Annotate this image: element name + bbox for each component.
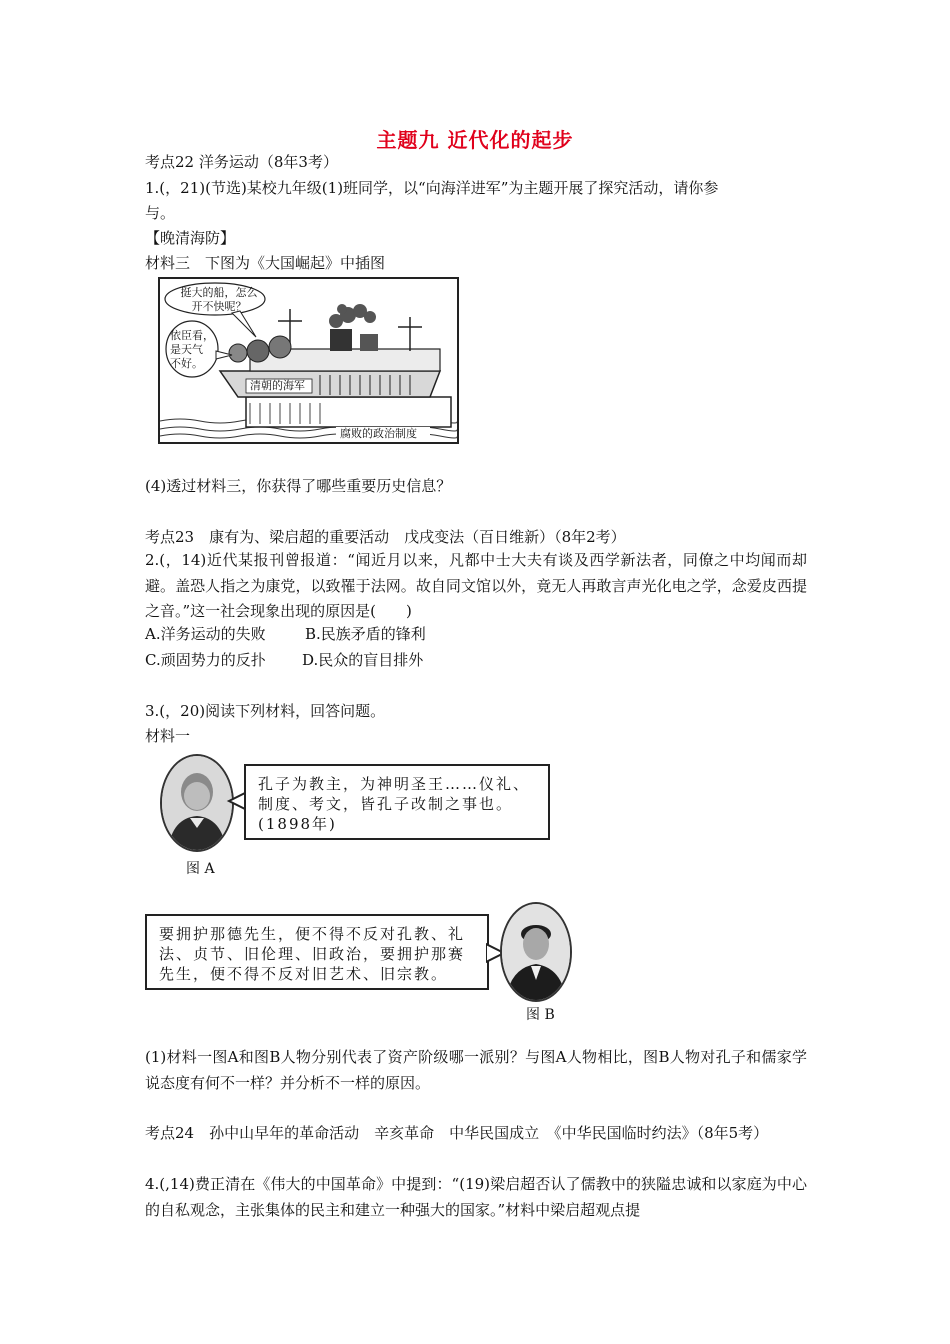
material1-label: 材料一 bbox=[145, 727, 191, 745]
navy-cartoon bbox=[158, 277, 459, 444]
q2-stem: 2.(，14)近代某报刊曾报道：“闻近月以来，凡都中士大夫有谈及西学新法者，同僚之中均闻而却避。盖恐人指之为康党，以致罹于法网。故自同文馆以外，竟无人再敢言声光化电之学，念爱皮西提之音。”这一社会现象出现的原因是( ) bbox=[145, 551, 807, 620]
q1-line1: 1.(，21)(节选)某校九年级(1)班同学，以“向海洋进军”为主题开展了探究活动，请你参 bbox=[145, 179, 719, 197]
q3-stem: 3.(，20)阅读下列材料，回答问题。 bbox=[145, 702, 386, 720]
label-qing-navy: 清朝的海军 bbox=[250, 379, 305, 392]
bubble-top-line2: 开不快呢？ bbox=[191, 300, 247, 313]
kp22-heading: 考点22 洋务运动（8年3考） bbox=[145, 153, 338, 171]
kp23-heading: 考点23 康有为、梁启超的重要活动 戊戌变法（百日维新）（8年2考） bbox=[145, 528, 626, 546]
bubble-left-line3: 不好。 bbox=[170, 357, 203, 370]
bubble-left-line1: 依臣看， bbox=[170, 329, 214, 342]
q2-option-b: B.民族矛盾的锋利 bbox=[305, 625, 426, 643]
bubble-left-line2: 是天气 bbox=[170, 343, 203, 356]
portrait-b-image bbox=[502, 904, 570, 1000]
q4-stem: 4.(,14)费正清在《伟大的中国革命》中提到：“(19)梁启超否认了儒教中的狭隘忠诚和以家庭为中心的自私观念，主张集体的民主和建立一种强大的国家。”材料中梁启超观点提 bbox=[145, 1175, 807, 1219]
portrait-b bbox=[500, 902, 572, 1002]
q1-line2: 与。 bbox=[145, 204, 176, 222]
portrait-a-image bbox=[162, 756, 232, 850]
kp22-q4: (4)透过材料三，你获得了哪些重要历史信息？ bbox=[145, 477, 452, 495]
figA-quote-box: 孔子为教主，为神明圣王……仪礼、制度、考文，皆孔子改制之事也。(1898年) bbox=[244, 764, 550, 840]
bubble-top-line1: 挺大的船，怎么 bbox=[180, 286, 258, 299]
q2-option-c: C.顽固势力的反扑 bbox=[145, 651, 266, 669]
portrait-a bbox=[160, 754, 234, 852]
q3-1: (1)材料一图A和图B人物分别代表了资产阶级哪一派别？与图A人物相比，图B人物对孔子和儒家学说态度有何不一样？并分析不一样的原因。 bbox=[145, 1048, 807, 1092]
q2-option-a: A.洋务运动的失败 bbox=[145, 625, 266, 643]
page-title: 主题九 近代化的起步 bbox=[376, 128, 574, 152]
material3-label: 材料三 下图为《大国崛起》中插图 bbox=[145, 254, 386, 272]
label-corrupt-system: 腐败的政治制度 bbox=[340, 427, 417, 440]
figB-quote-box: 要拥护那德先生，便不得不反对孔教、礼法、贞节、旧伦理、旧政治，要拥护那赛先生，便不得不反对旧艺术、旧宗教。 bbox=[145, 914, 489, 990]
kp24-heading: 考点24 孙中山早年的革命活动 辛亥革命 中华民国成立 《中华民国临时约法》（8年5考） bbox=[145, 1124, 769, 1142]
figA-caption: 图 A bbox=[186, 861, 215, 877]
q2-option-d: D.民众的盲目排外 bbox=[302, 651, 424, 669]
section-late-qing-navy: 【晚清海防】 bbox=[145, 229, 236, 247]
figB-caption: 图 B bbox=[526, 1007, 555, 1023]
